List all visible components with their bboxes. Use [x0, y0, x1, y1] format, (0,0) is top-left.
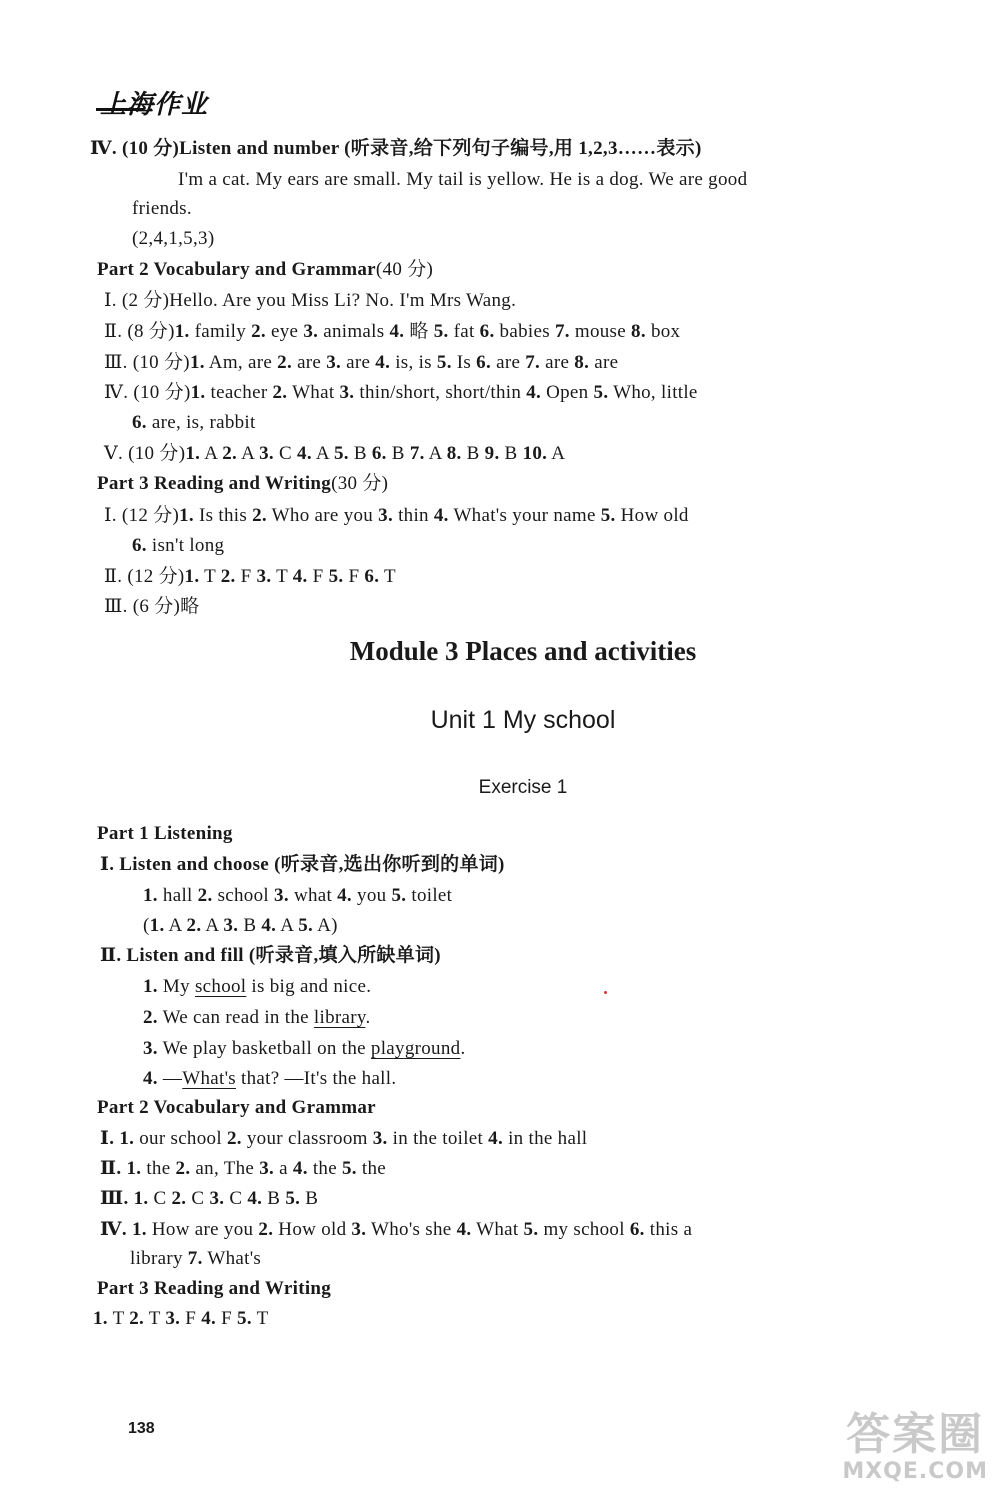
line-text: Is this: [193, 505, 253, 526]
line-text: Ⅲ. (6 分)略: [104, 596, 200, 617]
line-text: 2.: [226, 1128, 242, 1149]
line-text: thin/short, short/thin: [354, 382, 527, 403]
answer-line: [132, 227, 214, 251]
answer-line: [97, 1096, 376, 1120]
line-text: F: [235, 566, 257, 587]
line-text: 4.: [488, 1128, 504, 1149]
line-text: A): [313, 915, 338, 936]
line-text: B: [499, 443, 523, 464]
filled-blank: school: [194, 976, 247, 997]
line-text: 4.: [292, 566, 308, 587]
answer-line: [100, 1187, 318, 1211]
line-text: T: [251, 1308, 269, 1329]
answer-line: [143, 884, 452, 908]
line-text: 3.: [378, 505, 394, 526]
answer-line: [97, 258, 433, 282]
line-text: friends.: [132, 198, 192, 219]
line-text: 1.: [185, 443, 201, 464]
line-text: 6.: [371, 443, 387, 464]
answer-line: [104, 595, 199, 619]
line-text: 5.: [433, 321, 449, 342]
answer-line: [100, 1218, 692, 1242]
line-text: animals: [318, 321, 390, 342]
line-text: B: [348, 443, 372, 464]
line-text: 1.: [143, 976, 158, 997]
line-text: family: [189, 321, 252, 342]
line-text: your classroom: [241, 1128, 373, 1149]
line-text: that? —It's the hall.: [235, 1068, 397, 1089]
line-text: 3.: [339, 382, 355, 403]
line-text: (40 分): [375, 259, 434, 280]
answer-line: [100, 1157, 386, 1181]
answer-line: [104, 381, 698, 405]
line-text: 4.: [375, 352, 391, 373]
line-text: 略: [404, 321, 434, 342]
page-number: 138: [128, 1420, 155, 1437]
answer-line: [93, 1307, 269, 1331]
line-text: B: [386, 443, 410, 464]
line-text: C: [224, 1188, 248, 1209]
line-text: Ⅱ.: [100, 1158, 122, 1179]
line-text: —: [157, 1068, 183, 1089]
line-text: Ⅳ. (10 分)Listen and number (听录音,给下列句子编号,用 1,2,3……表示): [90, 138, 702, 159]
line-text: are: [292, 352, 327, 373]
line-text: .: [460, 1038, 466, 1059]
line-text: toilet: [406, 885, 453, 906]
line-text: are: [491, 352, 526, 373]
line-text: eye: [265, 321, 304, 342]
ink-speck: [604, 991, 607, 994]
line-text: in the hall: [503, 1128, 588, 1149]
line-text: 1.: [190, 382, 206, 403]
line-text: 2.: [258, 1219, 274, 1240]
line-text: fat: [448, 321, 480, 342]
header-logo: 上海作业: [100, 90, 209, 120]
line-text: 5.: [342, 1158, 357, 1179]
answer-line: [100, 1127, 587, 1151]
line-text: 5.: [523, 1219, 539, 1240]
line-text: 1.: [143, 885, 158, 906]
line-text: 2.: [129, 1308, 145, 1329]
line-text: 6.: [132, 535, 147, 556]
line-text: A: [201, 915, 224, 936]
line-text: Ⅲ. (10 分): [104, 352, 190, 373]
line-text: 3.: [143, 1038, 158, 1059]
answer-line: [100, 853, 505, 877]
line-text: 5.: [436, 352, 452, 373]
line-text: 4.: [261, 915, 277, 936]
line-text: 1.: [131, 1219, 147, 1240]
line-text: mouse: [569, 321, 632, 342]
line-text: 4.: [389, 321, 405, 342]
answer-line: [97, 822, 233, 846]
line-text: Ⅱ. (8 分): [104, 321, 175, 342]
line-text: Ⅱ. Listen and fill (听录音,填入所缺单词): [100, 945, 441, 966]
answer-line: [104, 289, 516, 313]
line-text: the: [307, 1158, 342, 1179]
line-text: 3.: [326, 352, 342, 373]
line-text: are, is, rabbit: [146, 412, 256, 433]
line-text: the: [356, 1158, 387, 1179]
line-text: library: [130, 1248, 188, 1269]
line-text: T: [107, 1308, 130, 1329]
line-text: what: [288, 885, 338, 906]
line-text: .: [365, 1007, 371, 1028]
line-text: A: [311, 443, 334, 464]
line-text: 5.: [237, 1308, 252, 1329]
line-text: are: [341, 352, 376, 373]
line-text: B: [461, 443, 485, 464]
line-text: 7.: [525, 352, 541, 373]
line-text: 2.: [171, 1188, 187, 1209]
watermark-logo: 答案圈: [846, 1409, 985, 1460]
line-text: 2.: [197, 885, 213, 906]
answer-line: [104, 320, 680, 344]
answer-line: [143, 1067, 396, 1091]
answer-line: [143, 1006, 371, 1030]
line-text: 10.: [522, 443, 548, 464]
answer-line: [132, 197, 192, 221]
line-text: Ⅲ.: [100, 1188, 129, 1209]
line-text: 1.: [133, 1188, 149, 1209]
line-text: 9.: [484, 443, 500, 464]
line-text: A: [547, 443, 566, 464]
filled-blank: What's: [182, 1068, 236, 1089]
line-text: A: [237, 443, 260, 464]
answer-line: [178, 168, 747, 192]
line-text: 1.: [184, 566, 200, 587]
line-text: (: [143, 915, 150, 936]
line-text: box: [645, 321, 681, 342]
line-text: 1.: [93, 1308, 108, 1329]
line-text: Part 1 Listening: [97, 823, 233, 844]
line-text: Part 2 Vocabulary and Grammar: [97, 259, 376, 280]
line-text: 1.: [189, 352, 205, 373]
answer-line: [132, 411, 256, 435]
line-text: our school: [134, 1128, 227, 1149]
line-text: 3.: [303, 321, 319, 342]
line-text: 1.: [126, 1158, 142, 1179]
line-text: My: [157, 976, 195, 997]
line-text: 3.: [165, 1308, 181, 1329]
line-text: Ⅱ. (12 分): [104, 566, 185, 587]
line-text: 3.: [372, 1128, 388, 1149]
watermark-url: MXQE.COM: [842, 1459, 988, 1484]
line-text: are: [540, 352, 575, 373]
line-text: What's: [202, 1248, 262, 1269]
line-text: F: [343, 566, 365, 587]
line-text: teacher: [205, 382, 273, 403]
line-text: 3.: [256, 566, 272, 587]
line-text: T: [144, 1308, 166, 1329]
line-text: How old: [615, 505, 689, 526]
line-text: A: [276, 915, 299, 936]
line-text: 4.: [297, 443, 312, 464]
line-text: 4.: [201, 1308, 217, 1329]
line-text: 4.: [143, 1068, 158, 1089]
line-text: thin: [393, 505, 434, 526]
line-text: 3.: [259, 443, 274, 464]
line-text: 8.: [574, 352, 590, 373]
line-text: 2.: [186, 915, 202, 936]
answer-line: [132, 534, 224, 558]
answer-line: [97, 1277, 331, 1301]
line-text: 5.: [593, 382, 609, 403]
line-text: Part 3 Reading and Writing: [97, 473, 332, 494]
line-text: Ⅰ. (2 分)Hello. Are you Miss Li? No. I'm Mrs Wang.: [104, 290, 517, 311]
line-text: How are you: [146, 1219, 259, 1240]
answer-line: [130, 1247, 261, 1271]
line-text: 4.: [292, 1158, 308, 1179]
filled-blank: library: [313, 1007, 366, 1028]
line-text: 2.: [251, 321, 266, 342]
line-text: babies: [494, 321, 555, 342]
line-text: C: [148, 1188, 172, 1209]
line-text: 6.: [479, 321, 495, 342]
line-text: Is: [451, 352, 477, 373]
line-text: B: [238, 915, 262, 936]
line-text: 8.: [631, 321, 646, 342]
line-text: 5.: [298, 915, 314, 936]
line-text: 2.: [222, 443, 238, 464]
module-title: Module 3 Places and activities: [349, 636, 697, 666]
line-text: How old: [273, 1219, 352, 1240]
line-text: isn't long: [146, 535, 225, 556]
line-text: A: [200, 443, 223, 464]
line-text: Part 2 Vocabulary and Grammar: [97, 1097, 376, 1118]
line-text: Ⅰ. Listen and choose (听录音,选出你听到的单词): [100, 854, 505, 875]
answer-line: [143, 975, 371, 999]
line-text: 4.: [433, 505, 449, 526]
line-text: 1.: [179, 505, 194, 526]
line-text: 5.: [333, 443, 349, 464]
line-text: We can read in the: [157, 1007, 314, 1028]
line-text: 4.: [247, 1188, 263, 1209]
line-text: We play basketball on the: [157, 1038, 371, 1059]
line-text: this a: [644, 1219, 693, 1240]
line-text: A: [164, 915, 187, 936]
filled-blank: playground: [370, 1038, 461, 1059]
line-text: the: [141, 1158, 176, 1179]
line-text: 8.: [446, 443, 462, 464]
line-text: my school: [538, 1219, 630, 1240]
line-text: 3.: [209, 1188, 225, 1209]
line-text: T: [271, 566, 293, 587]
line-text: 3.: [259, 1158, 275, 1179]
line-text: F: [216, 1308, 238, 1329]
line-text: 2.: [252, 505, 267, 526]
line-text: Ⅰ. (12 分): [104, 505, 180, 526]
line-text: in the toilet: [387, 1128, 489, 1149]
line-text: (2,4,1,5,3): [132, 228, 215, 249]
line-text: A: [424, 443, 447, 464]
line-text: What: [471, 1219, 524, 1240]
line-text: 3.: [223, 915, 239, 936]
line-text: school: [212, 885, 275, 906]
line-text: Ⅳ.: [100, 1219, 127, 1240]
line-text: hall: [157, 885, 198, 906]
line-text: 2.: [220, 566, 236, 587]
line-text: 4.: [337, 885, 352, 906]
answer-line: [104, 565, 396, 589]
line-text: you: [351, 885, 392, 906]
line-text: F: [180, 1308, 202, 1329]
line-text: 5.: [391, 885, 407, 906]
line-text: 1.: [174, 321, 190, 342]
answer-line: [97, 472, 388, 496]
line-text: Who are you: [266, 505, 379, 526]
line-text: 6.: [629, 1219, 645, 1240]
line-text: F: [307, 566, 329, 587]
line-text: Ⅰ.: [100, 1128, 115, 1149]
exercise-title: Exercise 1: [478, 777, 568, 798]
line-text: What: [287, 382, 340, 403]
line-text: are: [589, 352, 619, 373]
line-text: T: [199, 566, 221, 587]
line-text: Am, are: [204, 352, 278, 373]
line-text: 5.: [285, 1188, 301, 1209]
line-text: 4.: [526, 382, 542, 403]
line-text: Part 3 Reading and Writing: [97, 1278, 332, 1299]
watermark: [842, 1411, 988, 1484]
line-text: 5.: [600, 505, 616, 526]
answer-line: [104, 351, 618, 375]
line-text: 2.: [175, 1158, 191, 1179]
line-text: T: [379, 566, 396, 587]
line-text: 2.: [143, 1007, 158, 1028]
line-text: What's your name: [448, 505, 601, 526]
line-text: Open: [541, 382, 594, 403]
answer-line: [143, 1037, 466, 1061]
line-text: 2.: [277, 352, 293, 373]
answer-line: [104, 504, 689, 528]
line-text: C: [273, 443, 298, 464]
line-text: 7.: [409, 443, 425, 464]
line-text: B: [262, 1188, 286, 1209]
line-text: Ⅴ. (10 分): [104, 443, 186, 464]
answer-line: [143, 914, 338, 938]
line-text: 6.: [476, 352, 492, 373]
line-text: Who's she: [366, 1219, 457, 1240]
line-text: Ⅳ. (10 分): [104, 382, 191, 403]
line-text: is, is: [390, 352, 437, 373]
line-text: 4.: [456, 1219, 472, 1240]
line-text: 2.: [272, 382, 288, 403]
line-text: an, The: [190, 1158, 260, 1179]
line-text: Who, little: [608, 382, 698, 403]
line-text: C: [186, 1188, 210, 1209]
line-text: 7.: [187, 1248, 203, 1269]
answer-line: [90, 137, 702, 161]
answer-line: [104, 442, 565, 466]
line-text: 5.: [328, 566, 344, 587]
line-text: a: [274, 1158, 293, 1179]
line-text: 1.: [149, 915, 165, 936]
line-text: 6.: [364, 566, 380, 587]
line-text: B: [300, 1188, 319, 1209]
line-text: I'm a cat. My ears are small. My tail is yellow. He is a dog. We are good: [178, 169, 748, 190]
line-text: 3.: [351, 1219, 367, 1240]
line-text: is big and nice.: [246, 976, 372, 997]
line-text: 3.: [274, 885, 289, 906]
line-text: 7.: [554, 321, 570, 342]
unit-title: Unit 1 My school: [430, 706, 616, 734]
line-text: 6.: [132, 412, 147, 433]
answer-line: [100, 944, 441, 968]
line-text: 1.: [119, 1128, 135, 1149]
line-text: (30 分): [331, 473, 389, 494]
